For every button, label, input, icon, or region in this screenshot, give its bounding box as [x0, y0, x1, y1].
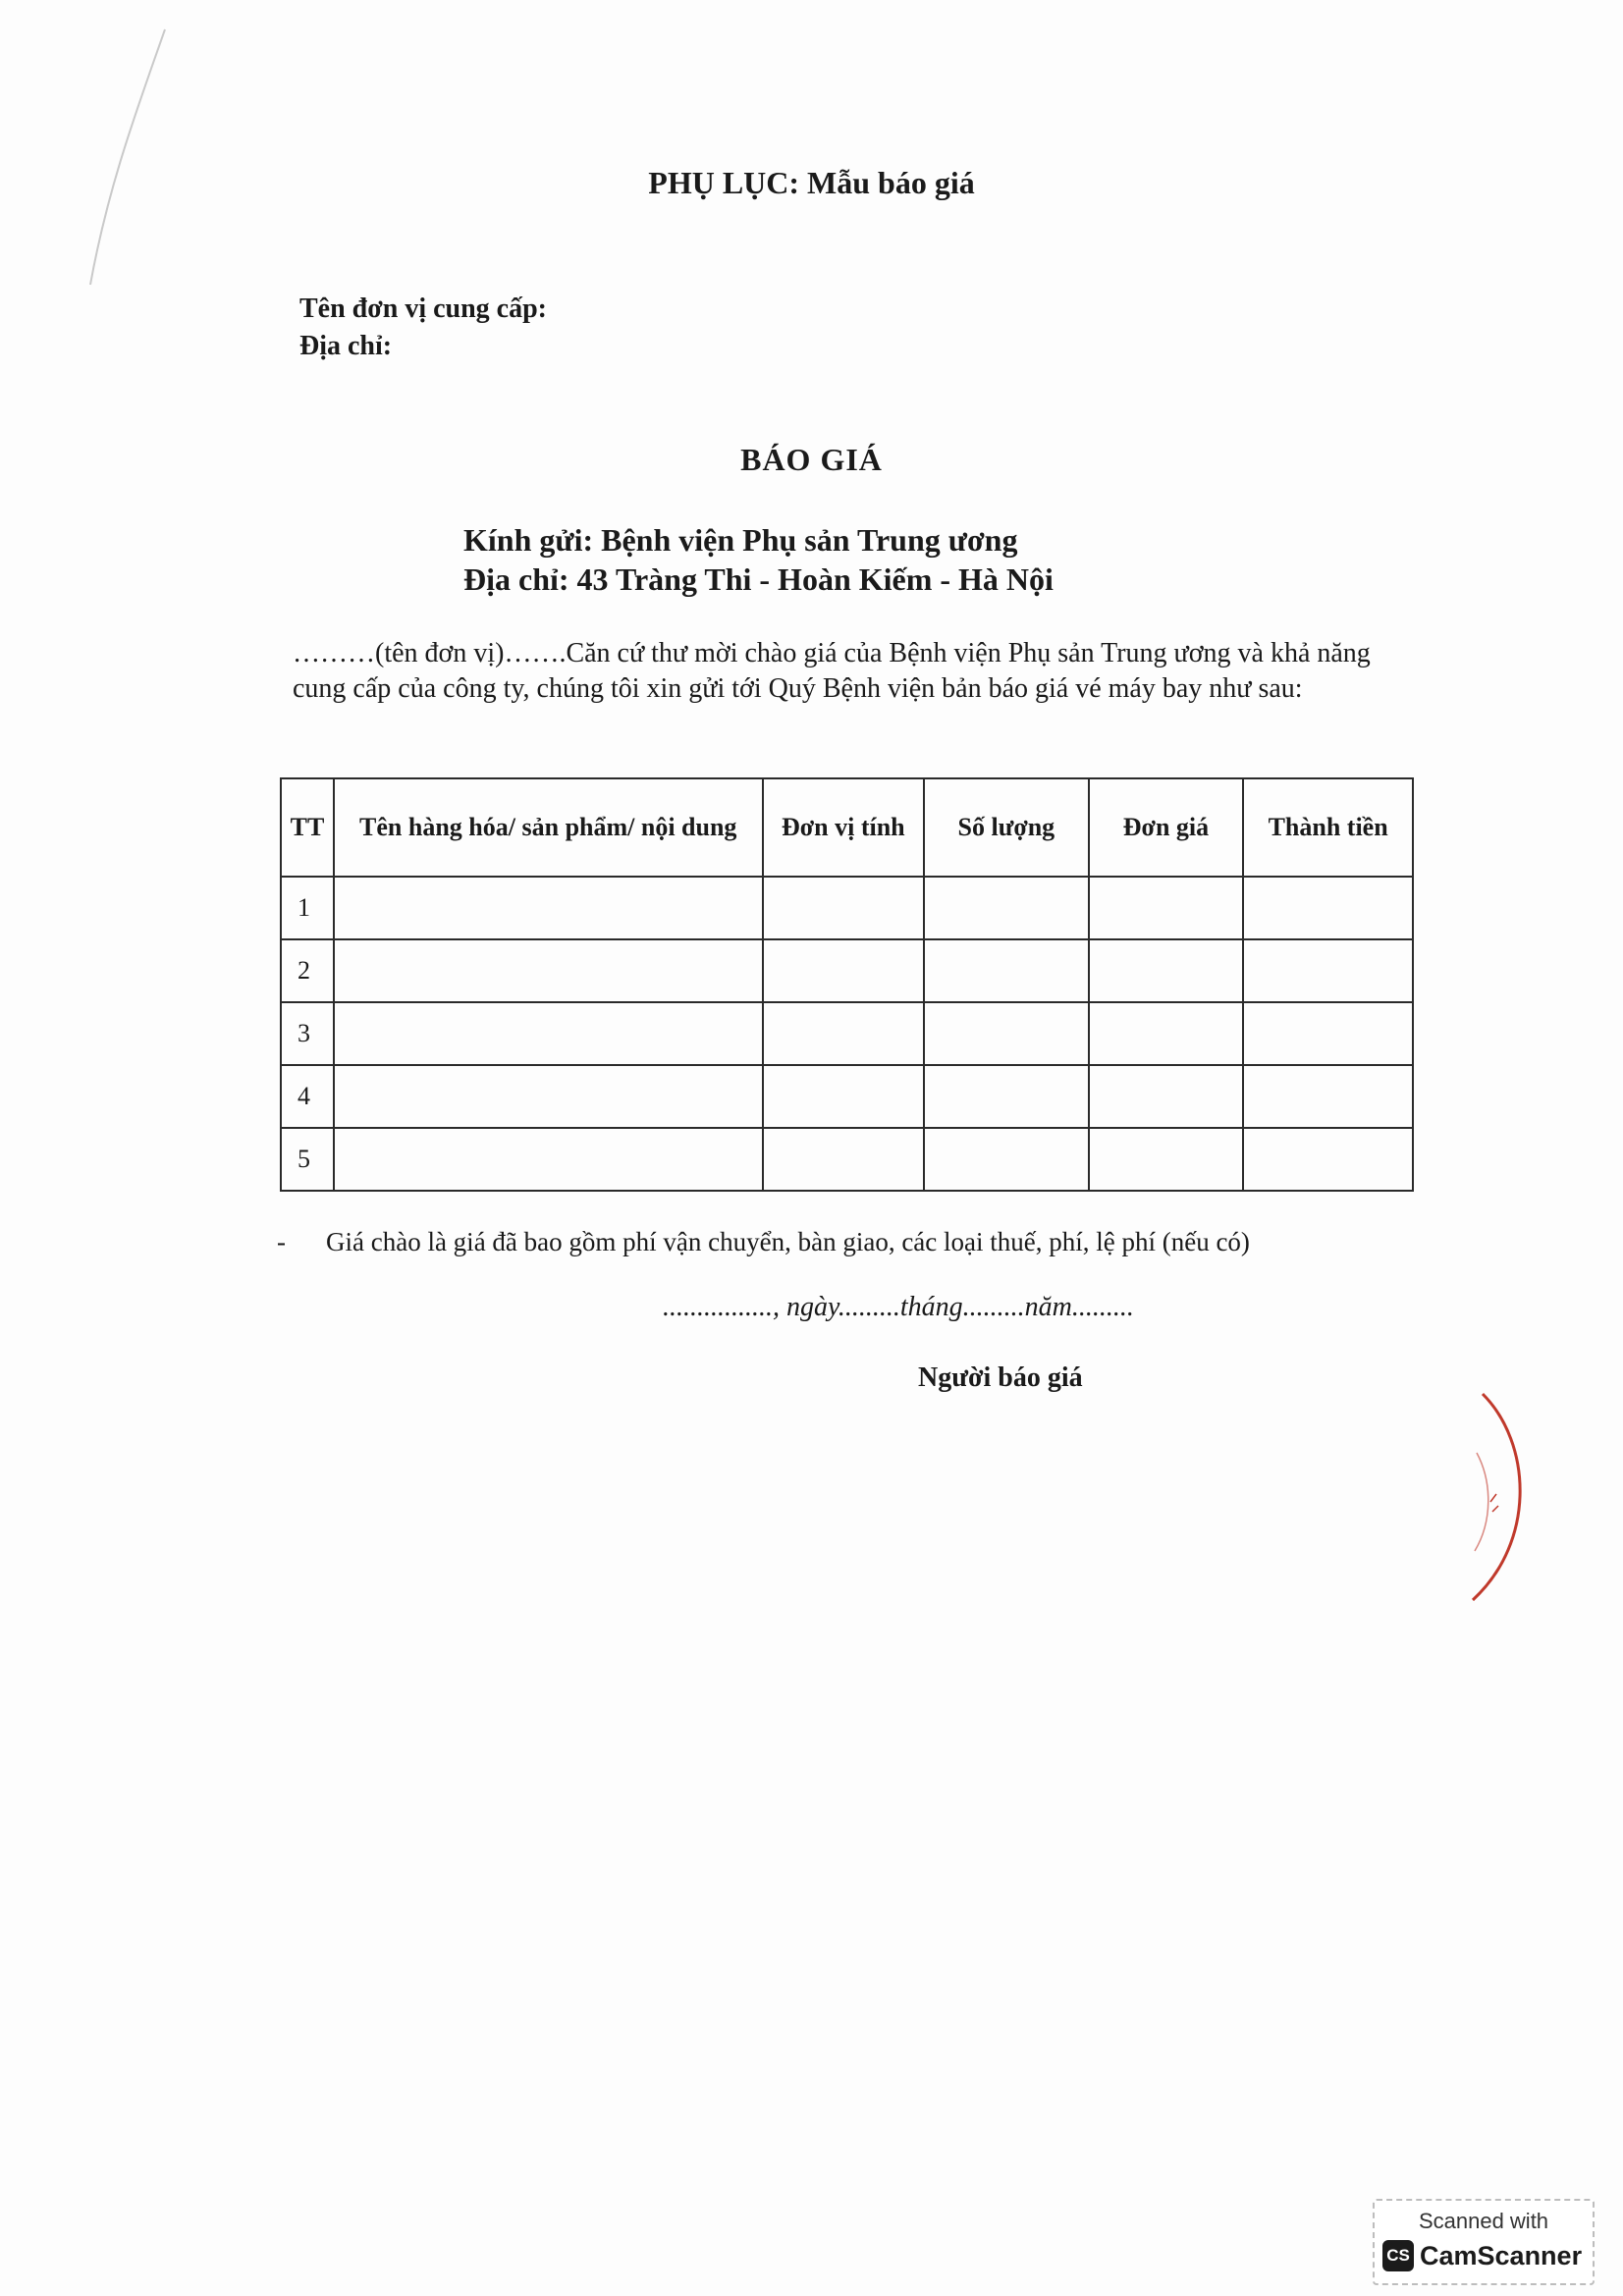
- signer-label: Người báo giá: [918, 1362, 1083, 1393]
- table-row: [281, 1002, 1413, 1065]
- cell-item-name: [334, 1128, 763, 1191]
- appendix-title: [0, 165, 1623, 201]
- supplier-block: [299, 291, 547, 365]
- table-header-row: [281, 778, 1413, 877]
- recipient-address: Địa chỉ: 43 Tràng Thi - Hoàn Kiếm - Hà Nội: [463, 561, 1054, 597]
- header-quantity: Số lượng: [924, 778, 1089, 877]
- cell-unit: [763, 1065, 924, 1128]
- intro-paragraph: ………(tên đơn vị)…….Căn cứ thư mời chào giá của Bệnh viện Phụ sản Trung ương và khả năng cung cấp của công ty, chúng tôi xin gửi tới Quý Bệnh viện bản báo giá vé máy bay như sau:: [293, 638, 1371, 704]
- cell-unit: [763, 1128, 924, 1191]
- appendix-prefix: PHỤ LỤC:: [648, 165, 800, 200]
- watermark-caption: Scanned with: [1418, 2209, 1549, 2233]
- cell-total: [1243, 1002, 1413, 1065]
- date-line: ................, ngày.........tháng.........năm.........: [663, 1292, 1134, 1322]
- note-text: Giá chào là giá đã bao gồm phí vận chuyển, bàn giao, các loại thuế, phí, lệ phí (nếu có): [326, 1227, 1250, 1256]
- cell-unit: [763, 1002, 924, 1065]
- cell-item-name: [334, 1002, 763, 1065]
- cell-quantity: [924, 1065, 1089, 1128]
- scan-edge-mark: [39, 0, 177, 294]
- row-number: 5: [281, 1128, 334, 1191]
- cell-quantity: [924, 877, 1089, 939]
- cell-unit: [763, 939, 924, 1002]
- cell-quantity: [924, 939, 1089, 1002]
- recipient-block: [463, 520, 1054, 599]
- table-row: [281, 1128, 1413, 1191]
- table-row: [281, 1065, 1413, 1128]
- table-row: [281, 877, 1413, 939]
- row-number: 3: [281, 1002, 334, 1065]
- cell-unit: [763, 877, 924, 939]
- cell-item-name: [334, 877, 763, 939]
- price-note: [277, 1227, 1250, 1257]
- header-unit-price: Đơn giá: [1089, 778, 1244, 877]
- cell-unit-price: [1089, 877, 1244, 939]
- red-stamp-fragment: [1463, 1384, 1542, 1610]
- row-number: 1: [281, 877, 334, 939]
- supplier-name-label: Tên đơn vị cung cấp:: [299, 294, 547, 324]
- cell-unit-price: [1089, 1065, 1244, 1128]
- cell-quantity: [924, 1128, 1089, 1191]
- cell-total: [1243, 1128, 1413, 1191]
- row-number: 2: [281, 939, 334, 1002]
- recipient-to: Kính gửi: Bệnh viện Phụ sản Trung ương: [463, 522, 1018, 558]
- cell-total: [1243, 1065, 1413, 1128]
- camscanner-watermark: [1373, 2199, 1595, 2285]
- row-number: 4: [281, 1065, 334, 1128]
- cell-item-name: [334, 939, 763, 1002]
- header-tt: TT: [281, 778, 334, 877]
- camscanner-logo-icon: CS: [1382, 2240, 1414, 2271]
- cell-total: [1243, 877, 1413, 939]
- header-total: Thành tiền: [1243, 778, 1413, 877]
- cell-unit-price: [1089, 939, 1244, 1002]
- cell-unit-price: [1089, 1002, 1244, 1065]
- table-row: [281, 939, 1413, 1002]
- cell-unit-price: [1089, 1128, 1244, 1191]
- doc-title: BÁO GIÁ: [740, 442, 883, 477]
- supplier-address-label: Địa chỉ:: [299, 331, 393, 361]
- cell-total: [1243, 939, 1413, 1002]
- appendix-title-text: Mẫu báo giá: [807, 165, 975, 200]
- header-unit: Đơn vị tính: [763, 778, 924, 877]
- watermark-brand: CamScanner: [1420, 2241, 1583, 2270]
- quote-table: [280, 777, 1414, 1192]
- header-item-name: Tên hàng hóa/ sản phẩm/ nội dung: [334, 778, 763, 877]
- cell-item-name: [334, 1065, 763, 1128]
- cell-quantity: [924, 1002, 1089, 1065]
- note-bullet: -: [277, 1227, 286, 1256]
